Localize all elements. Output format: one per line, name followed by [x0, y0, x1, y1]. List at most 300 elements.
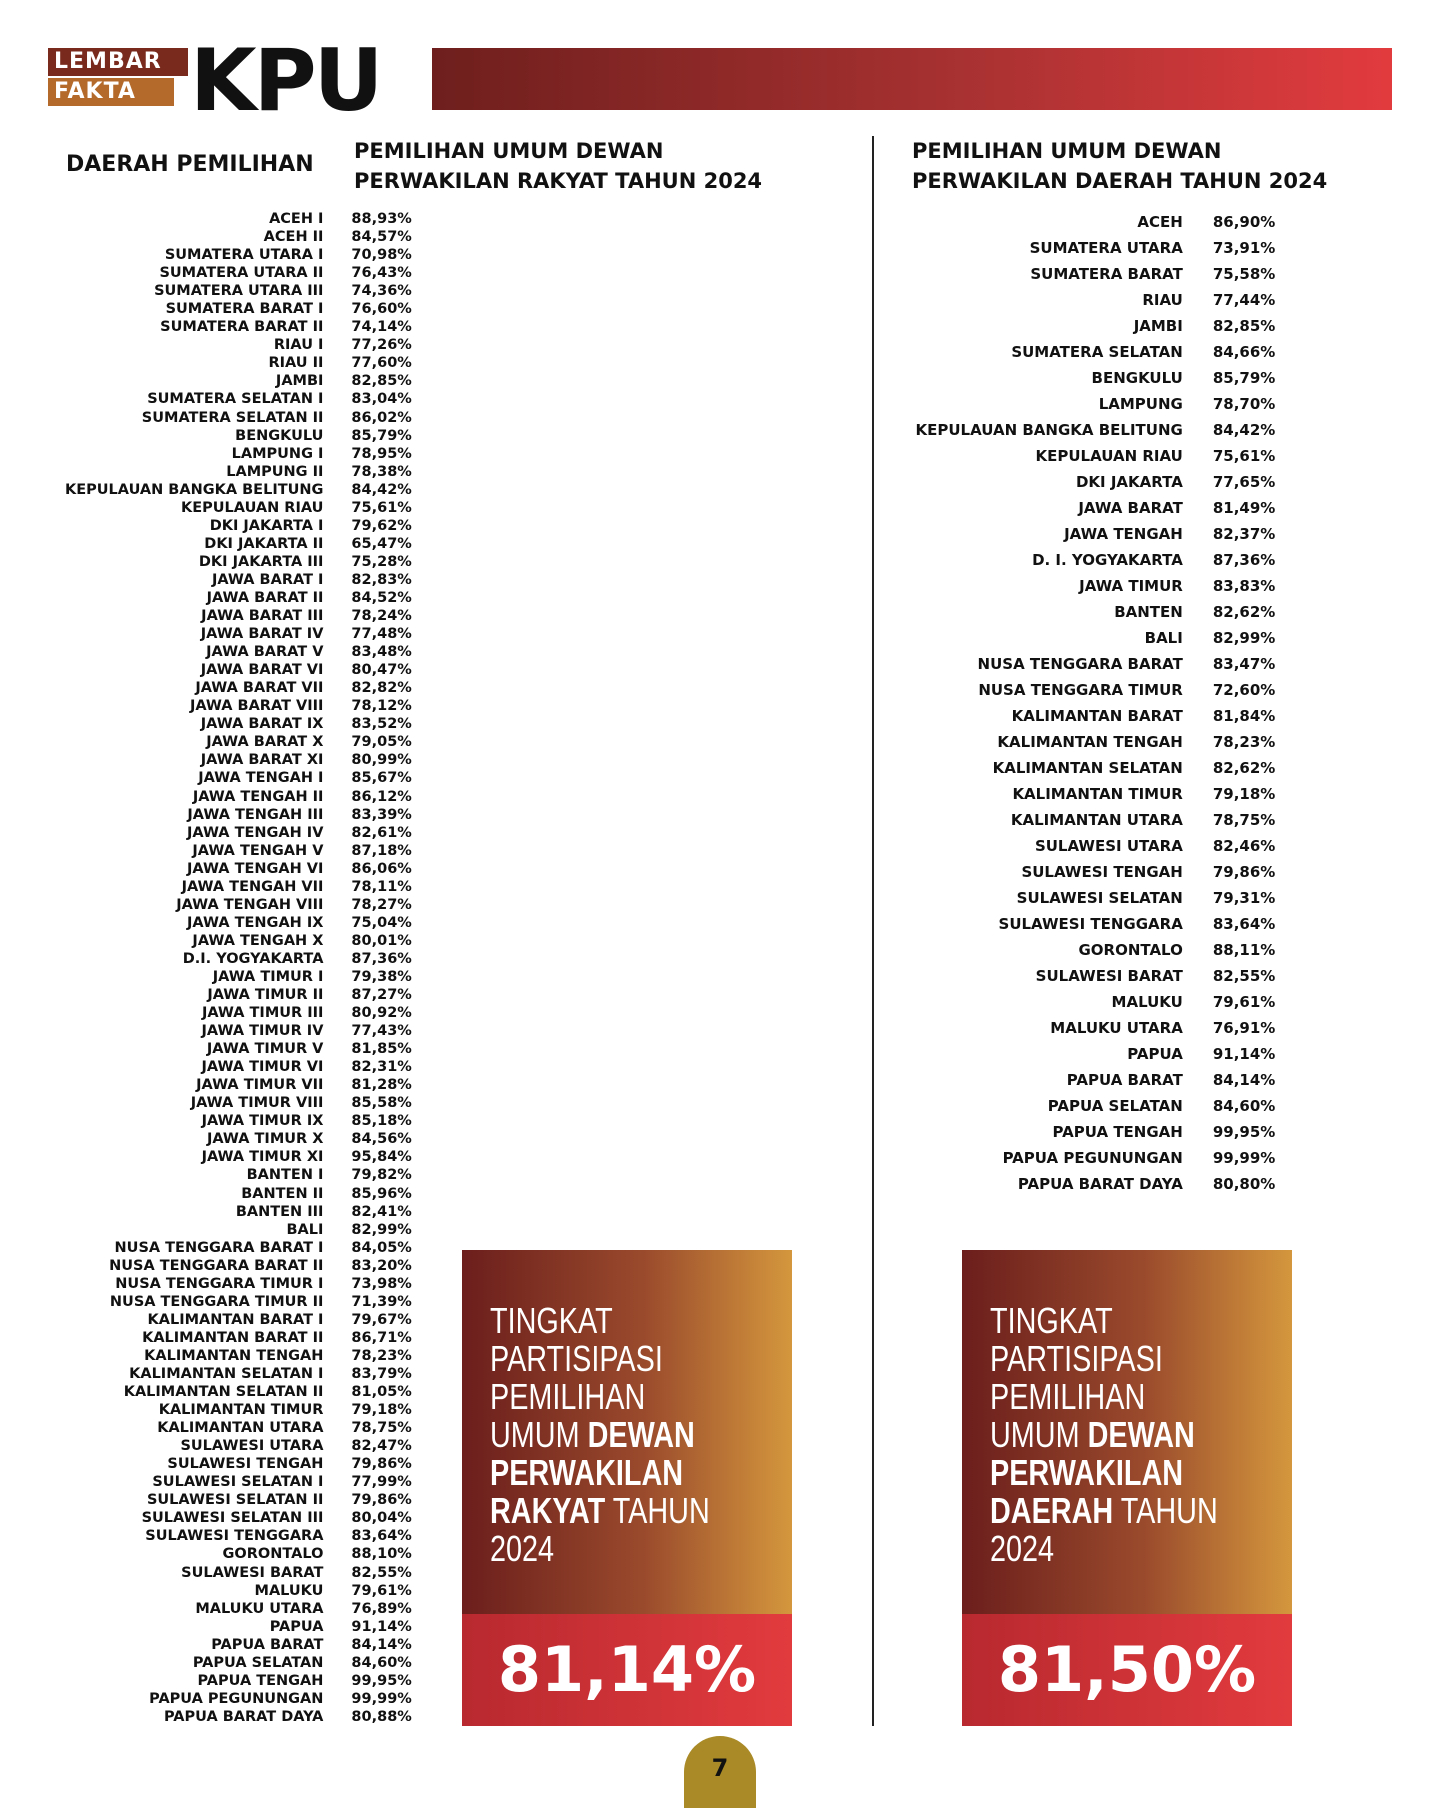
- dpr-row: [40, 643, 440, 661]
- dpd-row: [900, 1067, 1300, 1093]
- dpd-row: [900, 885, 1300, 911]
- dpr-row: [40, 210, 440, 228]
- dpd-row: [900, 261, 1300, 287]
- dpd-row: [900, 651, 1300, 677]
- participation-percent: 80,47%: [351, 662, 412, 679]
- participation-percent: 83,39%: [351, 806, 412, 823]
- participation-percent: 80,01%: [351, 932, 412, 949]
- summary-line: [990, 1492, 1278, 1530]
- dpr-row: [40, 1690, 440, 1708]
- region-name: SUMATERA BARAT I: [165, 301, 324, 318]
- dpr-row: [40, 1022, 440, 1040]
- region-name: JAMBI: [1133, 317, 1183, 335]
- participation-percent: 78,24%: [351, 608, 412, 625]
- region-name: SULAWESI TENGGARA: [145, 1528, 324, 1545]
- dpr-row: [40, 1275, 440, 1293]
- dpr-row: [40, 1148, 440, 1166]
- region-name: MALUKU UTARA: [195, 1600, 324, 1617]
- participation-percent: 86,06%: [351, 860, 412, 877]
- dpr-row: [40, 1383, 440, 1401]
- dpr-row: [40, 282, 440, 300]
- participation-percent: 75,04%: [351, 914, 412, 931]
- participation-percent: 99,99%: [351, 1690, 412, 1707]
- dpd-row: [900, 521, 1300, 547]
- dpr-list: [40, 210, 440, 1726]
- region-name: JAWA TENGAH II: [192, 788, 324, 805]
- participation-percent: 71,39%: [351, 1293, 412, 1310]
- participation-percent: 82,55%: [1212, 967, 1276, 985]
- region-name: JAWA BARAT III: [201, 608, 324, 625]
- region-name: KEPULAUAN BANGKA BELITUNG: [915, 421, 1183, 439]
- dpd-row: [900, 599, 1300, 625]
- participation-percent: 79,67%: [351, 1311, 412, 1328]
- region-name: JAWA TIMUR X: [206, 1131, 324, 1148]
- summary-word-bold: DEWAN: [587, 1414, 695, 1455]
- dpr-row: [40, 1058, 440, 1076]
- region-name: MALUKU: [1111, 993, 1183, 1011]
- region-name: ACEH: [1137, 213, 1183, 231]
- dpr-row: [40, 445, 440, 463]
- dpr-row: [40, 1491, 440, 1509]
- dpr-row: [40, 481, 440, 499]
- dpd-row: [900, 625, 1300, 651]
- participation-percent: 82,46%: [1212, 837, 1276, 855]
- region-name: BALI: [286, 1221, 324, 1238]
- dpr-row: [40, 1618, 440, 1636]
- participation-percent: 78,11%: [351, 878, 412, 895]
- dpr-row: [40, 1293, 440, 1311]
- participation-percent: 91,14%: [351, 1618, 412, 1635]
- participation-percent: 88,11%: [1212, 941, 1276, 959]
- participation-percent: 84,52%: [351, 589, 412, 606]
- region-name: KALIMANTAN BARAT I: [147, 1311, 324, 1328]
- dpr-row: [40, 1564, 440, 1582]
- region-name: BENGKULU: [235, 427, 324, 444]
- dpd-row: [900, 703, 1300, 729]
- summary-card-dpd-value-box: [962, 1614, 1292, 1726]
- dpd-row: [900, 1145, 1300, 1171]
- region-name: SUMATERA UTARA II: [159, 265, 324, 282]
- region-name: JAWA BARAT II: [206, 589, 324, 606]
- dpr-row: [40, 986, 440, 1004]
- summary-word-bold: RAKYAT: [490, 1490, 606, 1531]
- summary-line: 2024: [990, 1528, 1055, 1569]
- header-bar: [432, 48, 1392, 110]
- participation-percent: 78,75%: [351, 1420, 412, 1437]
- participation-percent: 99,95%: [1212, 1123, 1276, 1141]
- region-name: KALIMANTAN SELATAN I: [129, 1366, 324, 1382]
- dpd-row: [900, 781, 1300, 807]
- region-name: KALIMANTAN UTARA: [1010, 811, 1183, 829]
- summary-card-dpr: [462, 1250, 792, 1726]
- region-name: LAMPUNG I: [231, 445, 324, 462]
- region-name: KEPULAUAN RIAU: [1035, 447, 1183, 465]
- region-name: JAWA TENGAH VIII: [176, 896, 324, 913]
- header-dapil: DAERAH PEMILIHAN: [66, 152, 314, 177]
- region-name: LAMPUNG II: [226, 463, 324, 480]
- dpd-row: [900, 235, 1300, 261]
- summary-card-dpr-value-box: [462, 1614, 792, 1726]
- logo-tag-lembar: LEMBAR: [48, 48, 188, 76]
- region-name: PAPUA BARAT DAYA: [163, 1708, 324, 1725]
- dpd-row: [900, 443, 1300, 469]
- participation-percent: 74,14%: [351, 319, 412, 336]
- summary-line: [490, 1492, 778, 1530]
- dpd-row: [900, 547, 1300, 573]
- region-name: SUMATERA BARAT II: [160, 319, 324, 336]
- region-name: PAPUA BARAT: [1066, 1071, 1183, 1089]
- region-name: BALI: [1144, 629, 1183, 647]
- logo-kpu: KPU: [190, 31, 381, 131]
- region-name: LAMPUNG: [1098, 395, 1183, 413]
- participation-percent: 77,48%: [351, 626, 412, 643]
- participation-percent: 88,93%: [351, 211, 412, 227]
- region-name: SULAWESI BARAT: [1035, 967, 1183, 985]
- dpr-row: [40, 842, 440, 860]
- region-name: JAWA BARAT I: [211, 571, 324, 588]
- participation-percent: 70,98%: [351, 247, 412, 264]
- region-name: JAWA BARAT IX: [200, 716, 324, 733]
- participation-percent: 83,04%: [351, 391, 412, 408]
- participation-percent: 83,83%: [1212, 577, 1276, 595]
- participation-percent: 85,67%: [351, 770, 412, 787]
- summary-line: PEMILIHAN: [990, 1376, 1146, 1417]
- region-name: JAWA TIMUR III: [201, 1005, 324, 1022]
- dpr-row: [40, 571, 440, 589]
- participation-percent: 75,61%: [351, 499, 412, 516]
- region-name: D. I. YOGYAKARTA: [1032, 551, 1183, 569]
- participation-percent: 78,75%: [1212, 811, 1276, 829]
- region-name: JAWA BARAT X: [206, 734, 324, 751]
- region-name: SULAWESI UTARA: [1034, 837, 1183, 855]
- participation-percent: 95,84%: [351, 1149, 412, 1166]
- dpd-row: [900, 417, 1300, 443]
- dpd-row: [900, 911, 1300, 937]
- region-name: JAWA BARAT XI: [200, 752, 324, 769]
- summary-word: TAHUN: [1113, 1490, 1218, 1531]
- dpr-row: [40, 1419, 440, 1437]
- dpr-row: [40, 1311, 440, 1329]
- summary-line: PARTISIPASI: [490, 1338, 663, 1379]
- participation-percent: 77,60%: [351, 355, 412, 372]
- participation-percent: 75,28%: [351, 553, 412, 570]
- region-name: KALIMANTAN TIMUR: [158, 1402, 324, 1419]
- summary-card-dpr-text: [490, 1302, 778, 1568]
- participation-percent: 79,38%: [351, 968, 412, 985]
- participation-percent: 83,20%: [351, 1257, 412, 1274]
- dpr-row: [40, 625, 440, 643]
- region-name: BANTEN II: [241, 1185, 324, 1202]
- dpr-row: [40, 246, 440, 264]
- participation-percent: 82,62%: [1212, 759, 1276, 777]
- participation-percent: 83,52%: [351, 716, 412, 733]
- header-dpd-line1: PEMILIHAN UMUM DEWAN: [912, 139, 1222, 163]
- participation-percent: 82,55%: [351, 1564, 412, 1581]
- dpd-row: [900, 989, 1300, 1015]
- dpr-row: [40, 1473, 440, 1491]
- participation-percent: 80,88%: [351, 1708, 412, 1725]
- dpr-row: [40, 751, 440, 769]
- region-name: SUMATERA SELATAN II: [141, 409, 324, 426]
- summary-line: TINGKAT: [990, 1300, 1113, 1341]
- dpr-row: [40, 1166, 440, 1184]
- participation-percent: 87,18%: [351, 842, 412, 859]
- dpr-row: [40, 1004, 440, 1022]
- dpr-row: [40, 300, 440, 318]
- region-name: KALIMANTAN TENGAH: [144, 1347, 324, 1364]
- page-number: 7: [684, 1736, 756, 1808]
- dpd-row: [900, 859, 1300, 885]
- participation-percent: 81,05%: [351, 1384, 412, 1401]
- participation-percent: 75,61%: [1212, 447, 1276, 465]
- dpr-row: [40, 390, 440, 408]
- region-name: DKI JAKARTA III: [198, 553, 324, 570]
- region-name: NUSA TENGGARA TIMUR II: [109, 1293, 324, 1310]
- dpr-row: [40, 1582, 440, 1600]
- participation-percent: 65,47%: [351, 535, 412, 552]
- dpr-row: [40, 661, 440, 679]
- region-name: MALUKU: [254, 1582, 324, 1599]
- region-name: JAWA TIMUR IX: [201, 1113, 324, 1130]
- dpr-row: [40, 264, 440, 282]
- column-divider: [872, 136, 874, 1726]
- dpr-row: [40, 1527, 440, 1545]
- participation-percent: 76,89%: [351, 1600, 412, 1617]
- participation-percent: 82,85%: [351, 373, 412, 390]
- participation-percent: 86,71%: [351, 1329, 412, 1346]
- dpd-row: [900, 573, 1300, 599]
- dpr-row: [40, 463, 440, 481]
- summary-line: [990, 1454, 1278, 1492]
- summary-line: [490, 1454, 778, 1492]
- region-name: KALIMANTAN SELATAN: [992, 759, 1183, 777]
- dpr-row: [40, 499, 440, 517]
- summary-value-dpd: 81,50%: [997, 1633, 1257, 1706]
- region-name: PAPUA TENGAH: [1052, 1123, 1183, 1141]
- participation-percent: 84,42%: [351, 481, 412, 498]
- dpr-row: [40, 1094, 440, 1112]
- participation-percent: 84,57%: [351, 229, 412, 246]
- participation-percent: 84,05%: [351, 1239, 412, 1256]
- region-name: SULAWESI SELATAN: [1016, 889, 1183, 907]
- region-name: RIAU I: [273, 337, 324, 354]
- dpr-row: [40, 1076, 440, 1094]
- summary-card-dpd-text: [990, 1302, 1278, 1568]
- region-name: PAPUA SELATAN: [192, 1654, 324, 1671]
- dpr-row: [40, 788, 440, 806]
- participation-percent: 82,31%: [351, 1059, 412, 1076]
- region-name: JAWA BARAT VI: [200, 662, 324, 679]
- participation-percent: 73,91%: [1212, 239, 1276, 257]
- participation-percent: 84,14%: [1212, 1071, 1276, 1089]
- region-name: SUMATERA BARAT: [1030, 265, 1183, 283]
- dpd-row: [900, 313, 1300, 339]
- summary-word-bold: PERWAKILAN: [490, 1452, 684, 1493]
- region-name: D.I. YOGYAKARTA: [182, 950, 324, 967]
- summary-word-bold: DEWAN: [1087, 1414, 1195, 1455]
- participation-percent: 77,99%: [351, 1474, 412, 1491]
- region-name: JAWA TENGAH I: [198, 770, 324, 787]
- region-name: KALIMANTAN TIMUR: [1012, 785, 1183, 803]
- participation-percent: 86,12%: [351, 788, 412, 805]
- participation-percent: 83,64%: [1212, 915, 1276, 933]
- region-name: JAMBI: [275, 373, 324, 390]
- dpd-row: [900, 339, 1300, 365]
- region-name: PAPUA: [269, 1618, 324, 1635]
- participation-percent: 84,60%: [351, 1654, 412, 1671]
- participation-percent: 78,27%: [351, 896, 412, 913]
- region-name: NUSA TENGGARA TIMUR: [978, 681, 1183, 699]
- region-name: PAPUA SELATAN: [1047, 1097, 1183, 1115]
- participation-percent: 81,85%: [351, 1041, 412, 1058]
- summary-line: TINGKAT: [490, 1300, 613, 1341]
- dpd-row: [900, 963, 1300, 989]
- region-name: JAWA TENGAH IV: [186, 824, 324, 841]
- participation-percent: 82,83%: [351, 571, 412, 588]
- participation-percent: 76,43%: [351, 265, 412, 282]
- summary-word: UMUM: [490, 1414, 588, 1455]
- dpr-row: [40, 806, 440, 824]
- dpd-row: [900, 677, 1300, 703]
- region-name: ACEH II: [263, 229, 324, 246]
- region-name: JAWA BARAT IV: [200, 626, 324, 643]
- summary-line: [490, 1416, 778, 1454]
- region-name: JAWA TIMUR VI: [201, 1059, 324, 1076]
- participation-percent: 79,05%: [351, 734, 412, 751]
- participation-percent: 85,79%: [351, 427, 412, 444]
- region-name: GORONTALO: [1078, 941, 1183, 959]
- participation-percent: 77,26%: [351, 337, 412, 354]
- region-name: JAWA TIMUR V: [206, 1041, 324, 1058]
- summary-word-bold: PERWAKILAN: [990, 1452, 1184, 1493]
- participation-percent: 91,14%: [1212, 1045, 1276, 1063]
- participation-percent: 85,79%: [1212, 369, 1276, 387]
- region-name: PAPUA PEGUNUNGAN: [1002, 1149, 1183, 1167]
- region-name: JAWA TIMUR XI: [201, 1149, 324, 1166]
- summary-line: PARTISIPASI: [990, 1338, 1163, 1379]
- dpr-row: [40, 1040, 440, 1058]
- dpd-row: [900, 1119, 1300, 1145]
- region-name: JAWA TENGAH IX: [187, 914, 324, 931]
- region-name: JAWA TENGAH X: [192, 932, 324, 949]
- participation-percent: 78,38%: [351, 463, 412, 480]
- dpr-row: [40, 1257, 440, 1275]
- header-dpd-line2: PERWAKILAN DAERAH TAHUN 2024: [912, 169, 1328, 193]
- participation-percent: 79,18%: [1212, 785, 1276, 803]
- region-name: SULAWESI TENGGARA: [998, 915, 1183, 933]
- region-name: GORONTALO: [222, 1546, 324, 1563]
- region-name: KALIMANTAN TENGAH: [997, 733, 1183, 751]
- dpr-row: [40, 896, 440, 914]
- region-name: MALUKU UTARA: [1050, 1019, 1183, 1037]
- dpd-row: [900, 729, 1300, 755]
- region-name: RIAU: [1142, 291, 1183, 309]
- participation-percent: 82,85%: [1212, 317, 1276, 335]
- region-name: SULAWESI SELATAN I: [152, 1474, 324, 1491]
- dpr-row: [40, 1600, 440, 1618]
- dpr-row: [40, 336, 440, 354]
- dpr-row: [40, 878, 440, 896]
- header-dpr-line1: PEMILIHAN UMUM DEWAN: [354, 139, 664, 163]
- dpd-row: [900, 1171, 1300, 1197]
- participation-percent: 74,36%: [351, 283, 412, 300]
- region-name: JAWA TIMUR: [1079, 577, 1183, 595]
- region-name: KALIMANTAN BARAT: [1011, 707, 1183, 725]
- dpd-row: [900, 1093, 1300, 1119]
- participation-percent: 78,95%: [351, 445, 412, 462]
- dpr-row: [40, 697, 440, 715]
- dpr-row: [40, 1455, 440, 1473]
- participation-percent: 82,41%: [351, 1203, 412, 1220]
- dpr-row: [40, 679, 440, 697]
- participation-percent: 79,61%: [351, 1582, 412, 1599]
- participation-percent: 79,82%: [351, 1167, 412, 1184]
- dpr-row: [40, 1672, 440, 1690]
- dpd-row: [900, 755, 1300, 781]
- dpd-row: [900, 833, 1300, 859]
- participation-percent: 82,37%: [1212, 525, 1276, 543]
- participation-percent: 86,90%: [1212, 213, 1276, 231]
- dpd-row: [900, 1015, 1300, 1041]
- dpr-row: [40, 517, 440, 535]
- region-name: JAWA BARAT VIII: [189, 698, 324, 715]
- participation-percent: 79,62%: [351, 517, 412, 534]
- dpr-row: [40, 409, 440, 427]
- participation-percent: 79,86%: [1212, 863, 1276, 881]
- dpr-row: [40, 824, 440, 842]
- participation-percent: 85,58%: [351, 1095, 412, 1112]
- summary-word: UMUM: [990, 1414, 1088, 1455]
- dpr-row: [40, 769, 440, 787]
- participation-percent: 84,60%: [1212, 1097, 1276, 1115]
- region-name: JAWA TIMUR VII: [196, 1077, 324, 1094]
- dpr-row: [40, 1221, 440, 1239]
- summary-value-dpr: 81,14%: [497, 1633, 757, 1706]
- region-name: JAWA BARAT V: [206, 644, 324, 661]
- region-name: BANTEN: [1114, 603, 1183, 621]
- dpr-row: [40, 733, 440, 751]
- dpr-row: [40, 1708, 440, 1726]
- dpd-row: [900, 469, 1300, 495]
- dpr-row: [40, 1203, 440, 1221]
- region-name: KALIMANTAN SELATAN II: [123, 1384, 324, 1401]
- participation-percent: 77,44%: [1212, 291, 1276, 309]
- region-name: SULAWESI TENGAH: [1021, 863, 1183, 881]
- summary-card-dpd-top: [962, 1250, 1292, 1614]
- dpr-row: [40, 1401, 440, 1419]
- participation-percent: 81,49%: [1212, 499, 1276, 517]
- participation-percent: 78,70%: [1212, 395, 1276, 413]
- region-name: SUMATERA SELATAN I: [147, 391, 324, 408]
- region-name: SUMATERA UTARA III: [154, 283, 324, 300]
- dpr-row: [40, 553, 440, 571]
- participation-percent: 78,23%: [351, 1347, 412, 1364]
- region-name: SUMATERA UTARA: [1029, 239, 1183, 257]
- dpd-row: [900, 209, 1300, 235]
- region-name: BENGKULU: [1091, 369, 1183, 387]
- region-name: KEPULAUAN BANGKA BELITUNG: [65, 481, 324, 498]
- dpr-row: [40, 1347, 440, 1365]
- dpd-list: [900, 209, 1300, 1197]
- dpr-row: [40, 228, 440, 246]
- participation-percent: 80,04%: [351, 1510, 412, 1527]
- participation-percent: 87,36%: [351, 950, 412, 967]
- region-name: PAPUA: [1127, 1045, 1183, 1063]
- participation-percent: 78,12%: [351, 698, 412, 715]
- dpr-row: [40, 372, 440, 390]
- region-name: JAWA TENGAH VII: [181, 878, 324, 895]
- header-dpr-line2: PERWAKILAN RAKYAT TAHUN 2024: [354, 169, 763, 193]
